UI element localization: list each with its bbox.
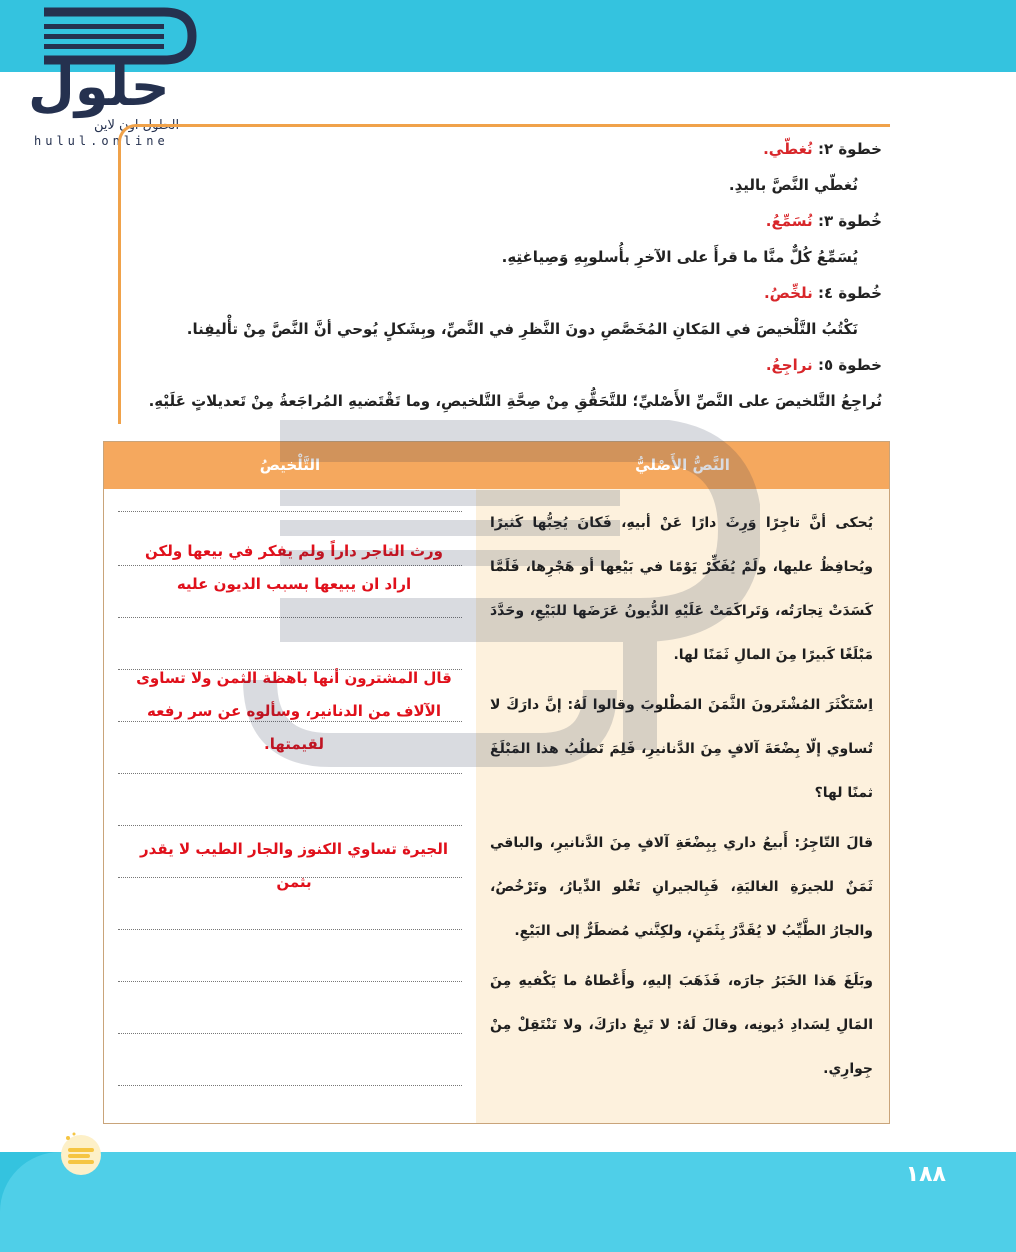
step-2-body: نُغطّي النَّصَّ باليدِ. [728,176,858,194]
hulul-e-icon [56,1128,106,1178]
bottom-banner [0,1152,1016,1252]
step-keyword: نُسَمِّعُ. [765,212,813,230]
logo-brand-text: حلول [28,55,170,118]
summary-note-1: ورث التاجر داراً ولم يفكر في بيعها ولكن اراد ان يبيعها بسبب الديون عليه [144,542,443,593]
step-5-heading [122,354,882,390]
writing-line [118,825,462,826]
step-label: خطوة ٥: [817,356,882,374]
step-3-heading [122,210,882,246]
step-5-body: نُراجِعُ التَّلخيصَ على النَّصِّ الأَصْليِّ؛ للتَّحَقُّقِ مِنْ صِحَّةِ التَّلخيصِ، وما تَقْتَضيهِ المُراجَعةُ مِنْ تَعديلاتٍ عَلَيْهِ. [148,392,882,410]
summary-note-3: الجيرة تساوي الكنوز والجار الطيب لا يقدر بثمن [140,840,448,891]
summary-header: التَّلْخيصُ [104,442,476,489]
logo-subtitle-arabic: الحلول اون لاين [94,118,180,133]
original-paragraph-2: اِسْتَكْثَرَ المُشْتَرونَ الثَّمَنَ المَطْلوبَ وقالوا لَهُ: إنَّ دارَكَ لا تُساوي إلّا بِضْعَةَ آلافٍ مِنَ الدَّنانيرِ، فَلِمَ تَطلُبُ هذا المَبْلَغَ ثمنًا لها؟ [490,697,873,801]
writing-line [118,773,462,774]
writing-line [118,981,462,982]
writing-line [118,1033,462,1034]
step-label: خُطوة ٣: [817,212,882,230]
step-keyword: نلخِّصُ. [763,284,813,302]
step-keyword: نُغطّي. [763,140,813,158]
step-4-body: نَكْتُبُ التَّلْخيصَ في المَكانِ المُخَصَّصِ دونَ النَّظرِ في النَّصِّ، وبِشَكلٍ يُوحي أنَّ النَّصَّ مِنْ تأْليفِنا. [186,320,858,338]
step-keyword: نراجِعُ. [765,356,813,374]
summary-table [103,441,890,1124]
summary-column [104,489,476,1123]
step-label: خُطوة ٤: [817,284,882,302]
writing-line [118,617,462,618]
page-number: ١٨٨ [905,1162,946,1187]
step-2-heading [122,138,882,174]
writing-line [118,1085,462,1086]
original-paragraph-3: قالَ التّاجِرُ: أَبيعُ داري بِبِضْعَةِ آلافٍ مِنَ الدَّنانيرِ، والباقي ثَمَنٌ للجيرَةِ الغاليَةِ، فَبِالجيرانِ تَغْلو الدِّيارُ، وتَرْخُصُ، والجارُ الطَّيِّبُ لا يُقَدَّرُ بِثَمَنٍ، ولكِنَّني مُضطَرٌّ إلى البَيْعِ. [490,835,873,939]
writing-line [118,929,462,930]
step-label: خطوة ٢: [817,140,882,158]
summary-note-2: قال المشترون أنها باهظة الثمن ولا تساوى الآلاف من الدنانير، وسألوه عن سر رفعه لقيمتها. [136,669,452,753]
original-paragraph-1: يُحكى أنَّ تاجِرًا وَرِثَ دارًا عَنْ أبيهِ، فَكانَ يُحِبُّها كَثيرًا ويُحافِظُ عليها، ولَمْ يُفَكِّرْ يَوْمًا في بَيْعِها أو هَجْرِها، فَلَمَّا كَسَدَتْ تِجارَتُه، وَتَراكَمَتْ عَلَيْهِ الدُّيونُ عَرَضَها للبَيْعِ، وحَدَّدَ مَبْلَغًا كَبيرًا مِنَ المالِ ثَمَنًا لها. [490,515,873,663]
logo-subtitle-english: hulul.online [34,134,169,148]
steps-section [122,138,882,426]
step-4-heading [122,282,882,318]
original-paragraph-4: وبَلَغَ هَذا الخَبَرُ جارَه، فَذَهَبَ إليهِ، وأَعْطاهُ ما يَكْفيهِ مِنَ المَالِ لِسَدادِ دُيونِه، وقالَ لَهُ: لا تَبِعْ دارَكَ، ولا تَنْتَقِلْ مِنْ جِوارِي. [490,973,873,1077]
original-text-column [475,489,889,1123]
bottom-banner-curve [0,1152,1016,1252]
step-3-body: يُسَمِّعُ كُلٌّ منَّا ما قرأَ على الآخرِ بأُسلوبِهِ وَصِياغتِهِ. [501,248,858,266]
original-text-header: النَّصُّ الأَصْليُّ [475,442,889,489]
writing-line [118,511,462,512]
